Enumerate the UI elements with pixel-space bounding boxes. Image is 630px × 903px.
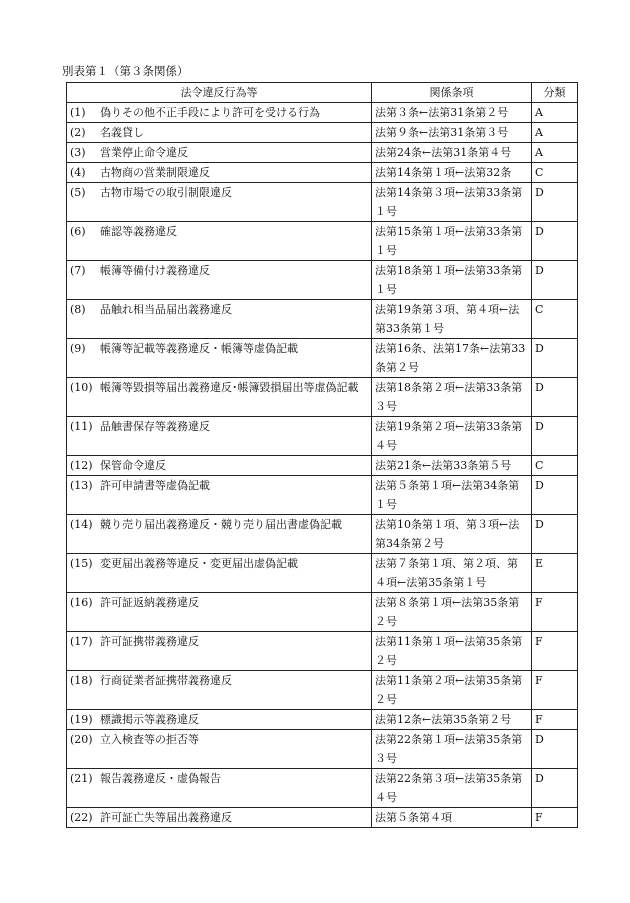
- table-row: [67, 769, 578, 808]
- table-row: [67, 593, 578, 632]
- violation-text: 確認等義務違反: [100, 225, 177, 238]
- row-number: (18): [70, 674, 93, 687]
- row-number: (17): [70, 635, 93, 648]
- row-number: (9): [70, 342, 86, 355]
- violation-text: 行商従業者証携帯義務違反: [100, 674, 232, 687]
- article-cell: 法第19条第２項←法第33条第４号: [372, 417, 532, 456]
- article-cell: 法第18条第２項←法第33条第３号: [372, 378, 532, 417]
- row-number: (11): [70, 420, 93, 433]
- class-cell: A: [532, 143, 578, 163]
- row-number: (5): [70, 186, 86, 199]
- article-cell: 法第18条第１項←法第33条第１号: [372, 261, 532, 300]
- violation-text: 偽りその他不正手段により許可を受ける行為: [100, 106, 320, 119]
- table-row: [67, 476, 578, 515]
- violation-text: 帳簿等備付け義務違反: [100, 264, 210, 277]
- header-violation: 法令違反行為等: [67, 83, 372, 103]
- article-cell: 法第24条←法第31条第４号: [372, 143, 532, 163]
- class-cell: D: [532, 515, 578, 554]
- row-number: (3): [70, 146, 86, 159]
- violation-text: 古物市場での取引制限違反: [100, 186, 232, 199]
- table-row: [67, 339, 578, 378]
- row-number: (12): [70, 459, 93, 472]
- table-row: [67, 671, 578, 710]
- class-cell: F: [532, 710, 578, 730]
- article-cell: 法第19条第３項、第４項←法第33条第１号: [372, 300, 532, 339]
- article-cell: 法第５条第４項: [372, 808, 532, 828]
- table-row: [67, 515, 578, 554]
- article-cell: 法第８条第１項←法第35条第２号: [372, 593, 532, 632]
- row-number: (1): [70, 106, 86, 119]
- violation-text: 品触れ相当品届出義務違反: [100, 303, 232, 316]
- class-cell: C: [532, 300, 578, 339]
- violation-text: 許可証亡失等届出義務違反: [100, 811, 232, 824]
- class-cell: D: [532, 730, 578, 769]
- row-number: (10): [70, 381, 93, 394]
- class-cell: C: [532, 456, 578, 476]
- class-cell: D: [532, 183, 578, 222]
- article-cell: 法第12条←法第35条第２号: [372, 710, 532, 730]
- class-cell: F: [532, 808, 578, 828]
- class-cell: D: [532, 476, 578, 515]
- article-cell: 法第22条第１項←法第35条第３号: [372, 730, 532, 769]
- header-article: 関係条項: [372, 83, 532, 103]
- violation-text: 営業停止命令違反: [100, 146, 188, 159]
- violation-cell: [67, 339, 372, 378]
- article-cell: 法第７条第１項、第２項、第４項←法第35条第１号: [372, 554, 532, 593]
- violation-cell: [67, 300, 372, 339]
- article-cell: 法第５条第１項←法第34条第１号: [372, 476, 532, 515]
- violation-cell: [67, 163, 372, 183]
- class-cell: D: [532, 339, 578, 378]
- article-cell: 法第14条第３項←法第33条第１号: [372, 183, 532, 222]
- table-row: [67, 632, 578, 671]
- article-cell: 法第15条第１項←法第33条第１号: [372, 222, 532, 261]
- table-body: [67, 103, 578, 828]
- article-cell: 法第16条、法第17条←法第33条第２号: [372, 339, 532, 378]
- violation-cell: [67, 671, 372, 710]
- header-class: 分類: [532, 83, 578, 103]
- class-cell: E: [532, 554, 578, 593]
- class-cell: F: [532, 632, 578, 671]
- table-row: [67, 103, 578, 123]
- table-row: [67, 808, 578, 828]
- row-number: (16): [70, 596, 93, 609]
- row-number: (13): [70, 479, 93, 492]
- violations-table: [66, 82, 578, 828]
- article-cell: 法第10条第１項、第３項←法第34条第２号: [372, 515, 532, 554]
- table-row: [67, 730, 578, 769]
- table-row: [67, 417, 578, 456]
- violation-cell: [67, 730, 372, 769]
- violation-cell: [67, 378, 372, 417]
- violation-text: 帳簿等毀損等届出義務違反･帳簿毀損届出等虚偽記載: [100, 381, 359, 394]
- table-row: [67, 163, 578, 183]
- table-row: [67, 183, 578, 222]
- class-cell: D: [532, 769, 578, 808]
- table-row: [67, 710, 578, 730]
- violation-text: 競り売り届出義務違反・競り売り届出書虚偽記載: [100, 518, 342, 531]
- table-row: [67, 554, 578, 593]
- violation-cell: [67, 261, 372, 300]
- table-row: [67, 143, 578, 163]
- row-number: (15): [70, 557, 93, 570]
- violation-cell: [67, 515, 372, 554]
- violation-cell: [67, 456, 372, 476]
- violation-text: 許可申請書等虚偽記載: [100, 479, 210, 492]
- row-number: (4): [70, 166, 86, 179]
- article-cell: 法第22条第３項←法第35条第４号: [372, 769, 532, 808]
- table-row: [67, 261, 578, 300]
- article-cell: 法第11条第１項←法第35条第２号: [372, 632, 532, 671]
- row-number: (19): [70, 713, 93, 726]
- violation-text: 許可証携帯義務違反: [100, 635, 199, 648]
- table-row: [67, 300, 578, 339]
- class-cell: D: [532, 261, 578, 300]
- violation-cell: [67, 417, 372, 456]
- table-header-row: [67, 83, 578, 103]
- violation-cell: [67, 222, 372, 261]
- table-row: [67, 456, 578, 476]
- class-cell: A: [532, 103, 578, 123]
- violation-cell: [67, 476, 372, 515]
- class-cell: D: [532, 378, 578, 417]
- violation-cell: [67, 123, 372, 143]
- table-row: [67, 378, 578, 417]
- row-number: (6): [70, 225, 86, 238]
- violation-text: 変更届出義務等違反・変更届出虚偽記載: [100, 557, 298, 570]
- violation-text: 標識掲示等義務違反: [100, 713, 199, 726]
- violation-cell: [67, 593, 372, 632]
- violation-text: 帳簿等記載等義務違反・帳簿等虚偽記載: [100, 342, 298, 355]
- violation-text: 品触書保存等義務違反: [100, 420, 210, 433]
- violation-cell: [67, 143, 372, 163]
- class-cell: A: [532, 123, 578, 143]
- violation-cell: [67, 769, 372, 808]
- page-title: 別表第１（第３条関係）: [62, 64, 189, 78]
- row-number: (2): [70, 126, 86, 139]
- class-cell: C: [532, 163, 578, 183]
- violation-cell: [67, 103, 372, 123]
- violation-text: 報告義務違反・虚偽報告: [100, 772, 221, 785]
- violation-cell: [67, 554, 372, 593]
- row-number: (20): [70, 733, 93, 746]
- violation-text: 名義貸し: [100, 126, 144, 139]
- article-cell: 法第３条←法第31条第２号: [372, 103, 532, 123]
- violation-cell: [67, 808, 372, 828]
- row-number: (14): [70, 518, 93, 531]
- article-cell: 法第11条第２項←法第35条第２号: [372, 671, 532, 710]
- row-number: (8): [70, 303, 86, 316]
- violation-cell: [67, 632, 372, 671]
- violation-text: 許可証返納義務違反: [100, 596, 199, 609]
- violation-cell: [67, 710, 372, 730]
- violation-text: 古物商の営業制限違反: [100, 166, 210, 179]
- table-row: [67, 123, 578, 143]
- article-cell: 法第14条第１項←法第32条: [372, 163, 532, 183]
- article-cell: 法第９条←法第31条第３号: [372, 123, 532, 143]
- class-cell: F: [532, 671, 578, 710]
- class-cell: F: [532, 593, 578, 632]
- class-cell: D: [532, 417, 578, 456]
- row-number: (22): [70, 811, 93, 824]
- table-row: [67, 222, 578, 261]
- violation-cell: [67, 183, 372, 222]
- row-number: (7): [70, 264, 86, 277]
- violation-text: 保管命令違反: [100, 459, 166, 472]
- row-number: (21): [70, 772, 93, 785]
- article-cell: 法第21条←法第33条第５号: [372, 456, 532, 476]
- violation-text: 立入検査等の拒否等: [100, 733, 199, 746]
- class-cell: D: [532, 222, 578, 261]
